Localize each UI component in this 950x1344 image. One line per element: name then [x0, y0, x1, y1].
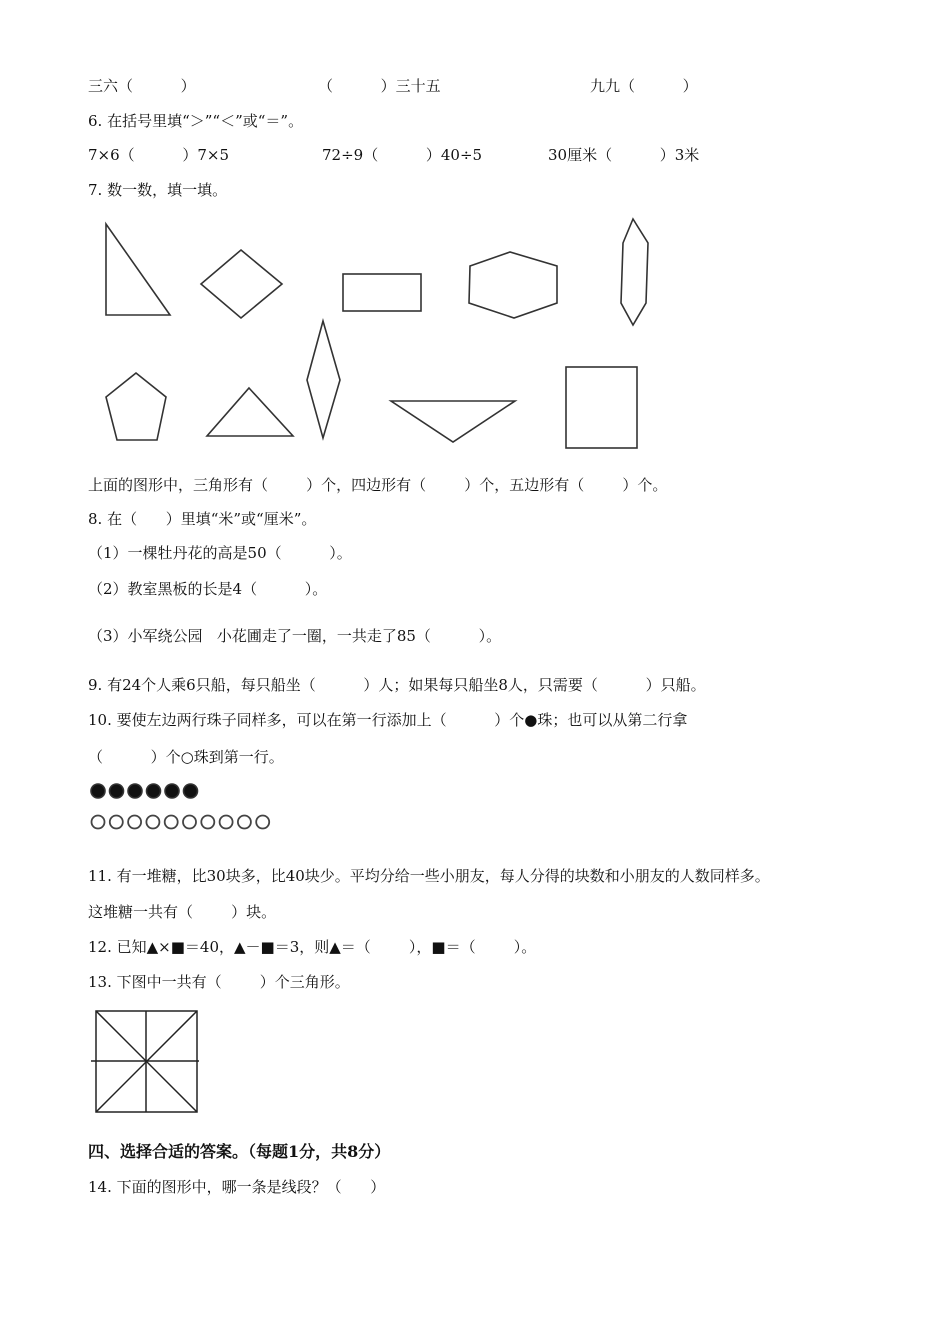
open-bead — [183, 816, 196, 829]
filled-bead — [147, 784, 161, 798]
q8-title: 8. 在（ ）里填“米”或“厘米”。 — [88, 510, 317, 528]
q10-line2: （ ）个○珠到第一行。 — [88, 748, 284, 766]
q9: 9. 有24个人乘6只船，每只船坐（ ）人；如果每只船坐8人，只需要（ ）只船。 — [88, 676, 706, 694]
q7-title: 7. 数一数，填一填。 — [88, 181, 228, 199]
section-4-heading: 四、选择合适的答案。（每题1分，共8分） — [88, 1142, 391, 1161]
q6-item: 30厘米（ ）3米 — [548, 146, 700, 164]
filled-bead — [184, 784, 198, 798]
q12: 12. 已知▲×■＝40，▲－■＝3，则▲＝（ ），■＝（ ）。 — [88, 938, 537, 956]
hexagon-shape — [469, 252, 557, 318]
open-bead — [201, 816, 214, 829]
inverted-triangle-shape — [391, 401, 515, 442]
q8-item: （1）一棵牡丹花的高是50（ ）。 — [88, 544, 352, 562]
beads-figure — [91, 784, 269, 829]
q11-line1: 11. 有一堆糖，比30块多，比40块少。平均分给一些小朋友，每人分得的块数和小朋友的人数同样多。 — [88, 867, 770, 885]
open-bead — [220, 816, 233, 829]
open-bead — [128, 816, 141, 829]
diamond-shape — [201, 250, 282, 318]
q8-item: （2）教室黑板的长是4（ ）。 — [88, 580, 328, 598]
open-bead — [92, 816, 105, 829]
pentagon-shape — [106, 373, 166, 440]
q10-line1: 10. 要使左边两行珠子同样多，可以在第一行添加上（ ）个●珠；也可以从第二行拿 — [88, 711, 688, 729]
q14: 14. 下面的图形中，哪一条是线段？（ ） — [88, 1178, 386, 1196]
q6-title: 6. 在括号里填“＞”“＜”或“＝”。 — [88, 112, 304, 130]
q5-item: 九九（ ） — [590, 77, 698, 95]
q6-item: 7×6（ ）7×5 — [88, 146, 229, 164]
right-triangle-shape — [106, 224, 170, 315]
square-shape — [566, 367, 637, 448]
filled-bead — [91, 784, 105, 798]
tall-diamond-shape — [307, 321, 340, 438]
q11-line2: 这堆糖一共有（ ）块。 — [88, 903, 277, 921]
open-bead — [146, 816, 159, 829]
open-bead — [110, 816, 123, 829]
filled-bead — [128, 784, 142, 798]
q5-item: 三六（ ） — [88, 77, 196, 95]
q13: 13. 下图中一共有（ ）个三角形。 — [88, 973, 350, 991]
q7-answer: 上面的图形中，三角形有（ ）个，四边形有（ ）个，五边形有（ ）个。 — [88, 476, 668, 494]
filled-bead — [165, 784, 179, 798]
filled-bead — [110, 784, 124, 798]
q6-item: 72÷9（ ）40÷5 — [322, 146, 483, 164]
tall-hexagon-shape — [621, 219, 648, 325]
open-bead — [238, 816, 251, 829]
open-bead — [165, 816, 178, 829]
q5-item: （ ）三十五 — [318, 77, 441, 95]
open-bead — [256, 816, 269, 829]
triangle-count-figure — [91, 1011, 199, 1112]
triangle-shape — [207, 388, 293, 436]
q8-item: （3）小军绕公园 小花圃走了一圈，一共走了85（ ）。 — [88, 627, 502, 645]
rectangle-shape — [343, 274, 421, 311]
